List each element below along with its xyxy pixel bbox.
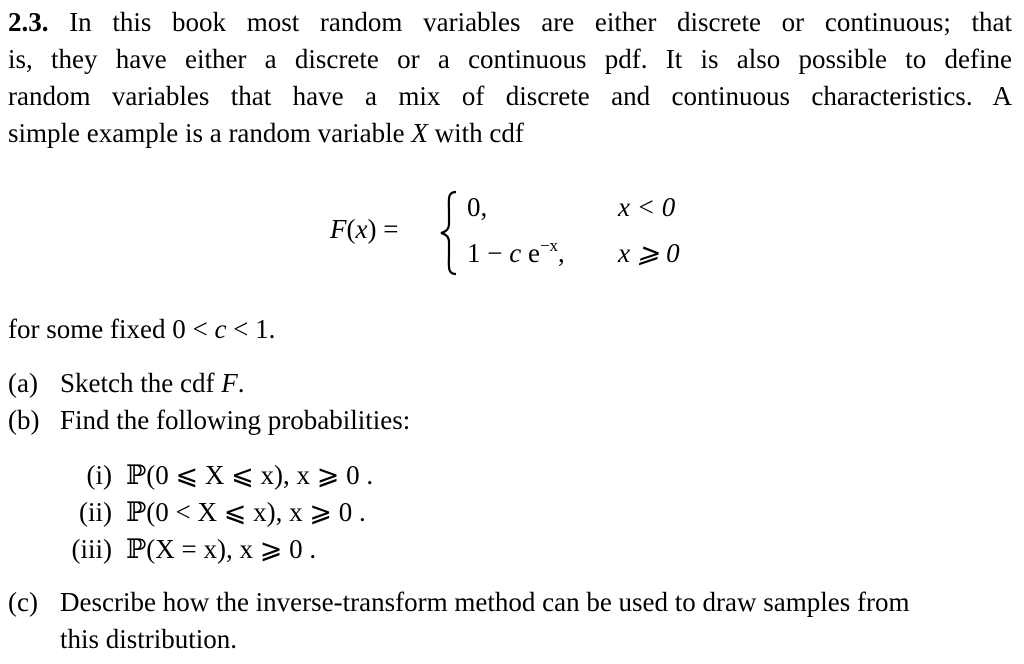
intro-line-2: is, they have either a discrete or a continuous pdf. It is also possible to define (8, 44, 1012, 74)
part-a-text: Sketch the cdf F. (60, 368, 245, 398)
sub-item-iii (126, 534, 526, 571)
sub-item-iii-label: (iii) (71, 534, 112, 564)
case-1-condition: x < 0 (618, 192, 676, 222)
sub-item-ii (126, 497, 526, 534)
sub-item-i-label-box (56, 460, 112, 497)
sub-item-iii-label-box (56, 534, 112, 571)
sub-item-ii-label: (ii) (79, 497, 112, 527)
part-a (8, 368, 608, 405)
part-b (8, 405, 608, 442)
sub-item-i (126, 460, 526, 497)
part-c-label: (c) (8, 587, 38, 617)
case-2-condition: x ⩾ 0 (618, 238, 680, 268)
cdf-equation (330, 188, 730, 278)
intro-line-3: random variables that have a mix of discrete and continuous characteristics. A (8, 81, 1012, 111)
left-brace (439, 190, 459, 276)
case-2-value: 1 − c $e^{-x}$, (467, 236, 565, 268)
problem-intro (8, 4, 1012, 152)
part-b-text: Find the following probabilities: (60, 405, 411, 435)
sub-item-ii-label-box (56, 497, 112, 534)
intro-line-4: simple example is a random variable X with cdf (8, 118, 524, 148)
case-1-value: 0, (467, 192, 488, 222)
part-b-label: (b) (8, 405, 40, 435)
equation-lhs-arg: (x) = (346, 214, 399, 244)
intro-line-1: 2.3. In this book most random variables are either discrete or continuous; that (8, 7, 1012, 37)
sub-item-ii-text: ℙ(0 < X ⩽ x), x ⩾ 0 . (126, 497, 366, 527)
part-c-text: Describe how the inverse-transform method can be used to draw samples from this distribution. (60, 587, 910, 654)
exercise-page (8, 0, 1016, 664)
part-a-label: (a) (8, 368, 38, 398)
equation-lhs: F(x) = (330, 214, 399, 244)
random-variable-x: X (411, 118, 428, 148)
sub-item-iii-text: ℙ(X = x), x ⩾ 0 . (126, 534, 317, 564)
problem-number: 2.3. (8, 7, 49, 37)
sub-item-i-text: ℙ(0 ⩽ X ⩽ x), x ⩾ 0 . (126, 460, 374, 490)
parameter-condition: for some fixed 0 < c < 1. (8, 314, 276, 344)
sub-item-i-label: (i) (86, 460, 112, 490)
